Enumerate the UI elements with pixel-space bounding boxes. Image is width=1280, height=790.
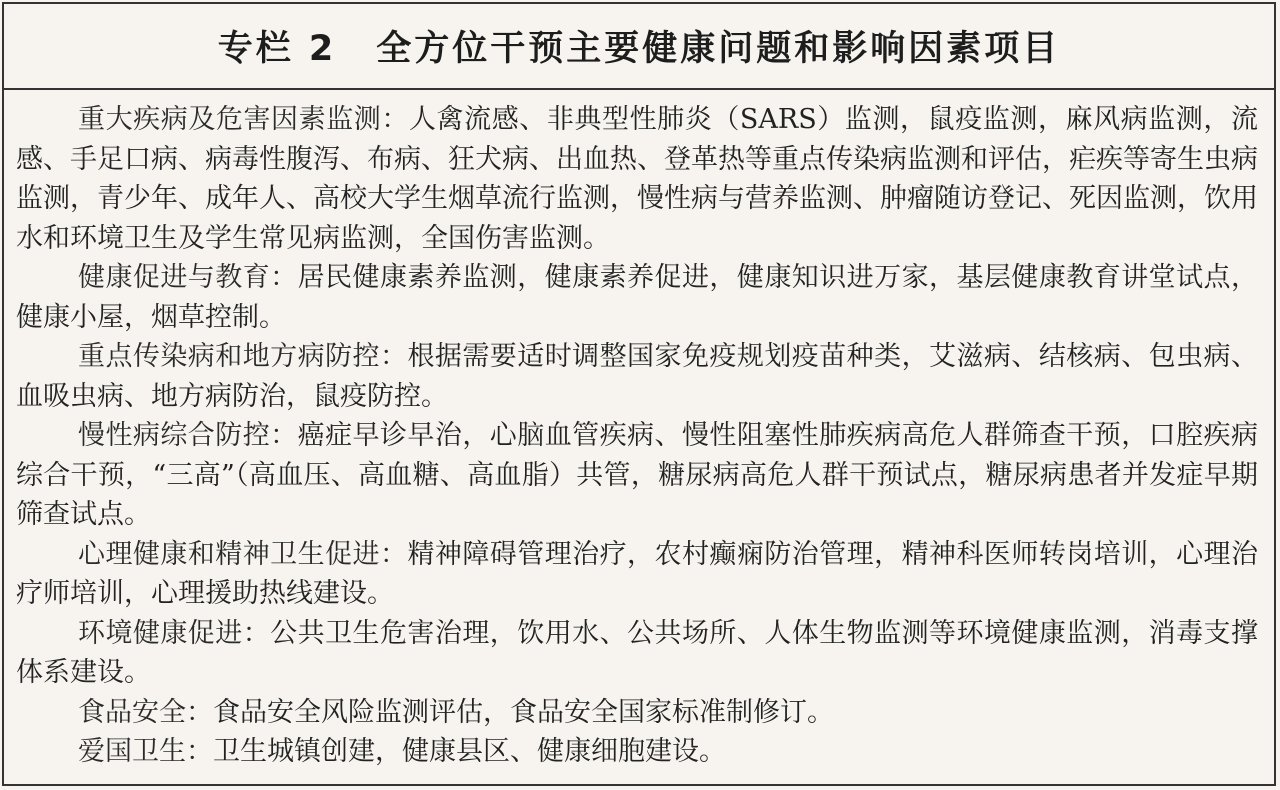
section-lead: 重点传染病和地方病防控： xyxy=(78,341,408,372)
column-title: 全方位干预主要健康问题和影响因素项目 xyxy=(376,29,1061,69)
column-body xyxy=(16,100,1258,772)
section-text: 癌症早诊早治，心脑血管疾病、慢性阻塞性肺疾病高危人群筛查干预，口腔疾病综合干预，“三高”（高血压、高血糖、高血脂）共管，糖尿病高危人群干预试点，糖尿病患者并发症早期筛查试点。 xyxy=(16,420,1259,530)
section-lead: 重大疾病及危害因素监测： xyxy=(78,104,409,135)
section-lead: 爱国卫生： xyxy=(78,736,213,767)
section-text: 根据需要适时调整国家免疫规划疫苗种类，艾滋病、结核病、包虫病、血吸虫病、地方病防治，鼠疫防控。 xyxy=(16,341,1259,412)
section-text: 卫生城镇创建，健康县区、健康细胞建设。 xyxy=(213,736,726,767)
section-food-safety xyxy=(16,693,1258,733)
section-text: 食品安全风险监测评估，食品安全国家标准制修订。 xyxy=(213,696,834,728)
column-header xyxy=(4,4,1274,90)
section-text: 居民健康素养监测，健康素养促进，健康知识进万家，基层健康教育讲堂试点，健康小屋，烟草控制。 xyxy=(16,262,1259,333)
section-infectious-disease-control xyxy=(16,337,1258,416)
section-health-promotion xyxy=(16,258,1258,337)
section-mental-health xyxy=(16,535,1258,614)
section-text: 公共卫生危害治理，饮用水、公共场所、人体生物监测等环境健康监测，消毒支撑体系建设。 xyxy=(16,617,1259,688)
section-text: 精神障碍管理治疗，农村癫痫防治管理，精神科医师转岗培训，心理治疗师培训，心理援助热线建设。 xyxy=(16,538,1259,609)
section-lead: 健康促进与教育： xyxy=(78,262,298,293)
section-major-disease-monitoring xyxy=(16,100,1258,258)
column-number: 专栏 2 xyxy=(217,29,337,69)
section-lead: 食品安全： xyxy=(78,696,213,728)
section-lead: 环境健康促进： xyxy=(78,617,271,649)
section-text: 人禽流感、非典型性肺炎（SARS）监测，鼠疫监测，麻风病监测，流感、手足口病、病毒性腹泻、布病、狂犬病、出血热、登革热等重点传染病监测和评估，疟疾等寄生虫病监测，青少年、成年人、高校大学生烟草流行监测，慢性病与营养监测、肿瘤随访登记、死因监测，饮用水和环境卫生及学生常见病监测，全国伤害监测。 xyxy=(16,104,1258,254)
section-chronic-disease-control xyxy=(16,416,1258,535)
section-lead: 慢性病综合防控： xyxy=(78,420,298,451)
section-patriotic-health xyxy=(16,732,1258,772)
section-lead: 心理健康和精神卫生促进： xyxy=(78,538,408,570)
section-environmental-health xyxy=(16,614,1258,693)
